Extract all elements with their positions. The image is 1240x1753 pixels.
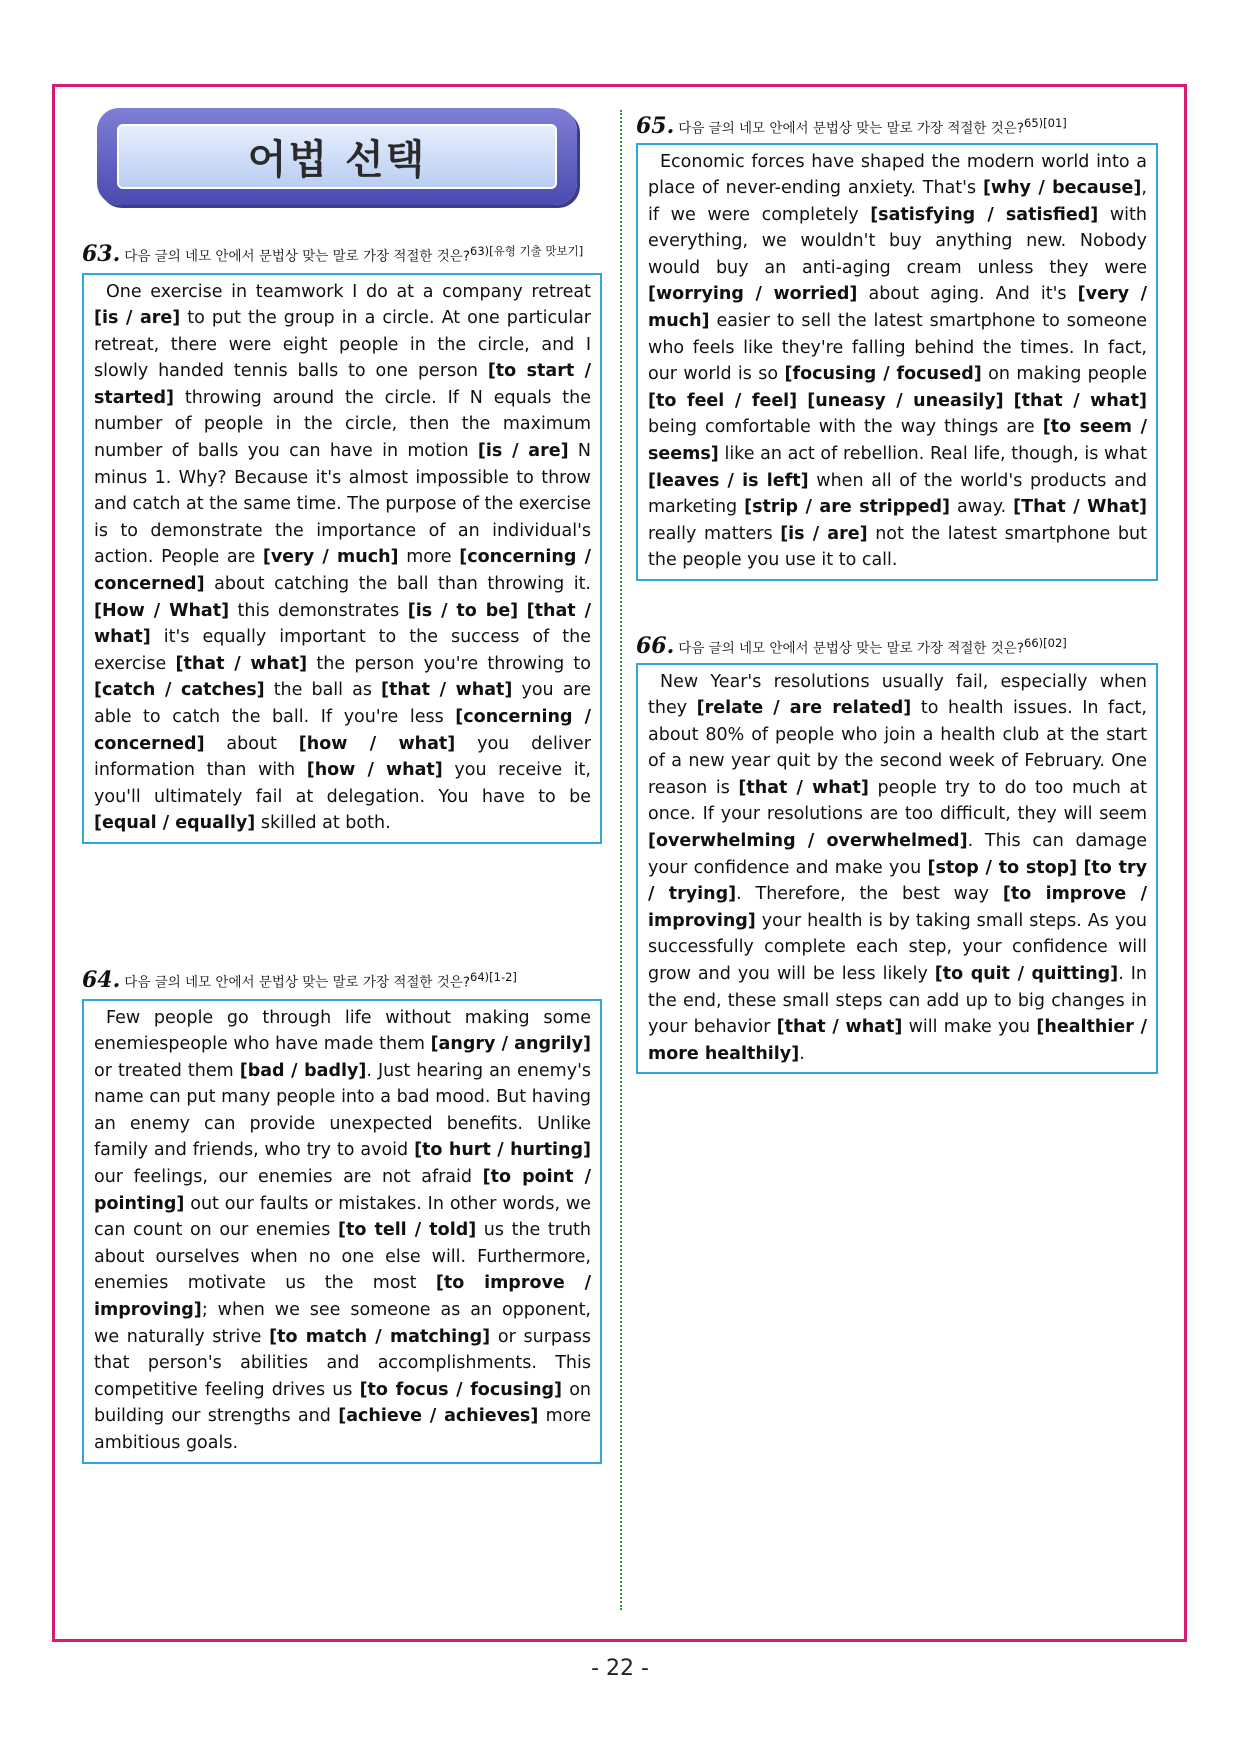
- question-prompt: 다음 글의 네모 안에서 문법상 맞는 말로 가장 적절한 것은?: [124, 248, 471, 265]
- passage-segment: . This can damage your confidence and make you: [648, 831, 1147, 878]
- passage-segment: away.: [950, 497, 1014, 518]
- grammar-choice: [healthier / more healthily]: [648, 1017, 1147, 1064]
- grammar-choice: [to start / started]: [94, 361, 591, 408]
- passage-box: [82, 273, 602, 844]
- question-number: 63.: [82, 240, 121, 267]
- grammar-choice: [very / much]: [262, 547, 399, 568]
- question-number: 66.: [636, 632, 675, 659]
- question-64: [82, 968, 602, 1464]
- grammar-choice: [uneasy / uneasily]: [807, 390, 1004, 411]
- grammar-choice: [to try / trying]: [648, 857, 1147, 905]
- passage-segment: people try to do too much at once. If your resolutions are too difficult, they will seem: [648, 777, 1147, 825]
- grammar-choice: [to focus / focusing]: [359, 1379, 563, 1400]
- passage-segment: more: [398, 547, 460, 568]
- question-header: [636, 114, 1158, 139]
- passage-segment: not the latest smartphone but the people you use it to call.: [648, 523, 1147, 571]
- passage-segment: us the truth about ourselves when no one else will. Furthermore, enemies motivate us the most: [94, 1220, 591, 1294]
- passage-box: [82, 999, 602, 1464]
- passage-segment: skilled at both.: [255, 813, 391, 834]
- question-prompt: 다음 글의 네모 안에서 문법상 맞는 말로 가장 적절한 것은?: [124, 974, 471, 991]
- passage-segment: like an act of rebellion. Real life, though, is what: [718, 444, 1147, 465]
- passage-segment: you deliver information than with: [94, 733, 591, 781]
- grammar-choice: [that / what]: [738, 777, 869, 798]
- question-source: 63)[유형 기출 맛보기]: [470, 244, 584, 258]
- passage-box: [636, 663, 1158, 1075]
- grammar-choice: [is / are]: [780, 523, 868, 544]
- grammar-choice: [worrying / worried]: [648, 284, 858, 305]
- passage-segment: Few people go through life without making some enemiespeople who have made them: [94, 1007, 591, 1055]
- passage-segment: being comfortable with the way things are: [648, 417, 1043, 438]
- passage-segment: easier to sell the latest smartphone to someone who feels like they're falling behind the times. In fact, our world is so: [648, 311, 1147, 385]
- question-source: 64)[1-2]: [470, 970, 517, 984]
- passage-segment: our feelings, our enemies are not afraid: [94, 1167, 483, 1188]
- passage-segment: N minus 1. Why? Because it's almost impossible to throw and catch at the same time. The purpose of the exercise is to demonstrate the importance of an individual's action. People are: [94, 441, 592, 568]
- passage-segment: One exercise in teamwork I do at a company retreat: [106, 281, 591, 302]
- grammar-choice: [How / What]: [94, 600, 230, 621]
- grammar-choice: [is / to be]: [407, 600, 519, 621]
- passage-segment: about aging. And it's: [857, 284, 1078, 305]
- passage-segment: , if we were completely: [648, 178, 1147, 225]
- passage-segment: [1004, 391, 1014, 411]
- grammar-choice: [is / are]: [94, 308, 181, 329]
- column-divider: [620, 110, 622, 1610]
- grammar-choice: [equal / equally]: [94, 813, 256, 834]
- question-number: 65.: [636, 112, 675, 139]
- section-title: 어법 선택: [247, 137, 427, 183]
- passage-segment: .: [799, 1043, 805, 1064]
- passage-segment: on making people: [981, 364, 1148, 385]
- passage-segment: with everything, we wouldn't buy anything new. Nobody would buy an anti-aging cream unless they were: [648, 204, 1147, 278]
- question-number: 64.: [82, 966, 121, 993]
- grammar-choice: [satisfying / satisfied]: [870, 204, 1099, 225]
- grammar-choice: [concerning / concerned]: [94, 547, 591, 595]
- section-title-badge: [97, 108, 577, 205]
- passage-segment: it's equally important to the success of the exercise: [94, 627, 591, 674]
- question-header: [82, 242, 602, 267]
- passage-segment: ; when we see someone as an opponent, we naturally strive: [94, 1300, 591, 1347]
- passage-segment: on building our strengths and: [94, 1379, 591, 1427]
- grammar-choice: [to seem / seems]: [648, 417, 1148, 465]
- passage-segment: you receive it, you'll ultimately fail at delegation. You have to be: [94, 760, 591, 807]
- passage-segment: to put the group in a circle. At one particular retreat, there were eight people in the circle, and I slowly handed tennis balls to one person: [94, 308, 592, 382]
- grammar-choice: [leaves / is left]: [648, 470, 809, 491]
- grammar-choice: [to quit / quitting]: [934, 964, 1119, 985]
- grammar-choice: [strip / are stripped]: [744, 497, 951, 518]
- grammar-choice: [overwhelming / overwhelmed]: [648, 831, 968, 852]
- grammar-choice: [how / what]: [306, 760, 443, 781]
- passage-segment: out our faults or mistakes. In other words, we can count on our enemies: [94, 1193, 591, 1241]
- passage-segment: or treated them: [94, 1060, 240, 1081]
- passage-segment: [797, 391, 807, 411]
- grammar-choice: [that / what]: [381, 680, 513, 701]
- question-prompt: 다음 글의 네모 안에서 문법상 맞는 말로 가장 적절한 것은?: [678, 120, 1025, 137]
- passage-segment: . Therefore, the best way: [736, 884, 1003, 905]
- grammar-choice: [to hurt / hurting]: [414, 1140, 591, 1161]
- page-number: - 22 -: [591, 1656, 649, 1681]
- grammar-choice: [why / because]: [982, 178, 1142, 199]
- grammar-choice: [to tell / told]: [337, 1220, 477, 1241]
- passage-segment: to health issues. In fact, about 80% of people who join a health club at the start of a new year quit by the second week of February. One reason is: [648, 698, 1147, 798]
- grammar-choice: [that / what]: [1013, 390, 1147, 411]
- grammar-choice: [achieve / achieves]: [338, 1406, 539, 1427]
- passage-text: [648, 669, 1147, 1068]
- grammar-choice: [to feel / feel]: [648, 390, 798, 411]
- grammar-choice: [That / What]: [1013, 497, 1148, 518]
- grammar-choice: [relate / are related]: [696, 698, 912, 719]
- passage-segment: Economic forces have shaped the modern world into a place of never-ending anxiety. That's: [648, 151, 1147, 199]
- passage-segment: when all of the world's products and marketing: [648, 470, 1148, 518]
- question-header: [82, 968, 602, 993]
- question-63: [82, 242, 602, 844]
- grammar-choice: [that / what]: [175, 653, 308, 674]
- grammar-choice: [that / what]: [94, 600, 591, 648]
- question-source: 65)[01]: [1024, 116, 1067, 130]
- question-header: [636, 634, 1158, 659]
- passage-segment: really matters: [648, 523, 781, 544]
- passage-text: [94, 279, 591, 837]
- question-source: 66)[02]: [1024, 636, 1067, 650]
- question-66: [636, 634, 1158, 1074]
- passage-text: [94, 1005, 591, 1457]
- passage-box: [636, 143, 1158, 582]
- grammar-choice: [to point / pointing]: [94, 1167, 591, 1214]
- grammar-choice: [angry / angrily]: [430, 1034, 592, 1055]
- passage-segment: the person you're throwing to: [307, 653, 591, 674]
- passage-segment: you are able to catch the ball. If you're less: [94, 680, 591, 727]
- passage-segment: [518, 601, 526, 621]
- passage-segment: the ball as: [264, 680, 382, 701]
- grammar-choice: [how / what]: [298, 733, 456, 754]
- passage-segment: about catching the ball than throwing it.: [204, 574, 591, 595]
- passage-segment: will make you: [902, 1017, 1037, 1038]
- passage-segment: more ambitious goals.: [94, 1406, 591, 1453]
- grammar-choice: [catch / catches]: [94, 680, 265, 701]
- passage-text: [648, 149, 1147, 575]
- grammar-choice: [to improve / improving]: [648, 884, 1147, 931]
- passage-segment: . Just hearing an enemy's name can put many people into a bad mood. But having an enemy can provide unexpected benefits. Unlike family and friends, who try to avoid: [94, 1060, 591, 1161]
- passage-segment: your health is by taking small steps. As you successfully complete each step, your confidence will grow and you will be less likely: [648, 910, 1147, 985]
- question-prompt: 다음 글의 네모 안에서 문법상 맞는 말로 가장 적절한 것은?: [678, 640, 1025, 657]
- grammar-choice: [to improve / improving]: [94, 1273, 591, 1321]
- grammar-choice: [stop / to stop]: [927, 857, 1078, 878]
- passage-segment: New Year's resolutions usually fail, especially when they: [648, 671, 1147, 719]
- grammar-choice: [focusing / focused]: [784, 364, 982, 385]
- grammar-choice: [to match / matching]: [269, 1326, 491, 1347]
- question-65: [636, 114, 1158, 581]
- passage-segment: about: [204, 733, 299, 754]
- grammar-choice: [is / are]: [477, 441, 569, 462]
- grammar-choice: [bad / badly]: [239, 1060, 367, 1081]
- passage-segment: or surpass that person's abilities and accomplishments. This competitive feeling drives us: [94, 1326, 591, 1400]
- grammar-choice: [concerning / concerned]: [94, 707, 591, 754]
- passage-segment: throwing around the circle. If N equals the number of people in the circle, then the maximum number of balls you can have in motion: [94, 387, 591, 462]
- grammar-choice: [very / much]: [648, 284, 1148, 332]
- passage-segment: this demonstrates: [229, 600, 408, 621]
- grammar-choice: [that / what]: [776, 1017, 903, 1038]
- passage-segment: . In the end, these small steps can add up to big changes in your behavior: [648, 964, 1147, 1038]
